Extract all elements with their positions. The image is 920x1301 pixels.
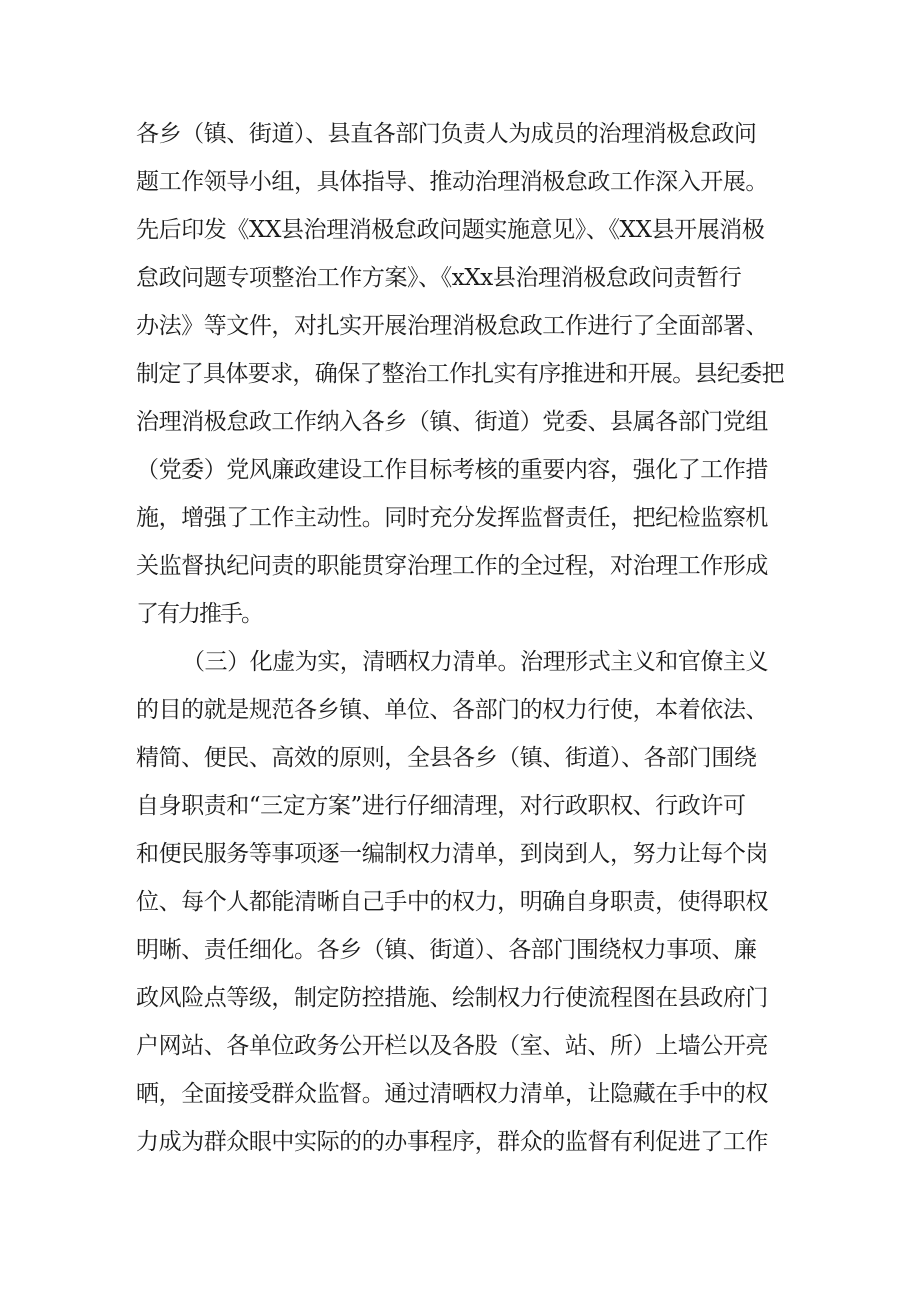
text-line: 了有力推手。: [136, 601, 262, 627]
text-line: （党委）党风廉政建设工作目标考核的重要内容，强化了工作措: [136, 457, 769, 483]
text-line: 各乡（镇、街道）、县直各部门负责人为成员的治理消极怠政问: [136, 121, 757, 147]
text-line: 户网站、各单位政务公开栏以及各股（室、站、所）上墙公开亮: [136, 1033, 769, 1059]
text-line: 和便民服务等事项逐一编制权力清单，到岗到人，努力让每个岗: [136, 841, 769, 867]
text-line: 题工作领导小组，具体指导、推动治理消极怠政工作深入开展。: [136, 169, 769, 195]
body-text: [136, 110, 796, 1166]
text-line: 精简、便民、高效的原则，全县各乡（镇、街道）、各部门围绕: [136, 745, 757, 771]
text-line: 办法》等文件，对扎实开展治理消极怠政工作进行了全面部署、: [136, 313, 769, 339]
text-line: 的目的就是规范各乡镇、单位、各部门的权力行使，本着依法、: [136, 697, 769, 723]
text-line: 自身职责和“三定方案”进行仔细清理，对行政职权、行政许可: [136, 793, 746, 819]
text-line: 政风险点等级，制定防控措施、绘制权力行使流程图在县政府门: [136, 985, 769, 1011]
text-line: 怠政问题专项整治工作方案》、《xXx县治理消极怠政问责暂行: [136, 265, 742, 291]
section-heading-line: （三）化虚为实，清晒权力清单。治理形式主义和官僚主义: [182, 649, 769, 675]
text-line: 关监督执纪问责的职能贯穿治理工作的全过程，对治理工作形成: [136, 553, 769, 579]
text-line: 明晰、责任细化。各乡（镇、街道）、各部门围绕权力事项、廉: [136, 937, 757, 963]
text-line: 治理消极怠政工作纳入各乡（镇、街道）党委、县属各部门党组: [136, 409, 769, 435]
text-line: 施，增强了工作主动性。同时充分发挥监督责任，把纪检监察机: [136, 505, 769, 531]
text-line: 制定了具体要求，确保了整治工作扎实有序推进和开展。县纪委把: [136, 361, 785, 387]
text-line: 先后印发《XX县治理消极怠政问题实施意见》、《XX县开展消极: [136, 217, 765, 243]
text-line: 晒，全面接受群众监督。通过清晒权力清单，让隐藏在手中的权: [136, 1081, 769, 1107]
text-line: 位、每个人都能清晰自己手中的权力，明确自身职责，使得职权: [136, 889, 769, 915]
text-line: 力成为群众眼中实际的的办事程序，群众的监督有利促进了工作: [136, 1129, 769, 1155]
